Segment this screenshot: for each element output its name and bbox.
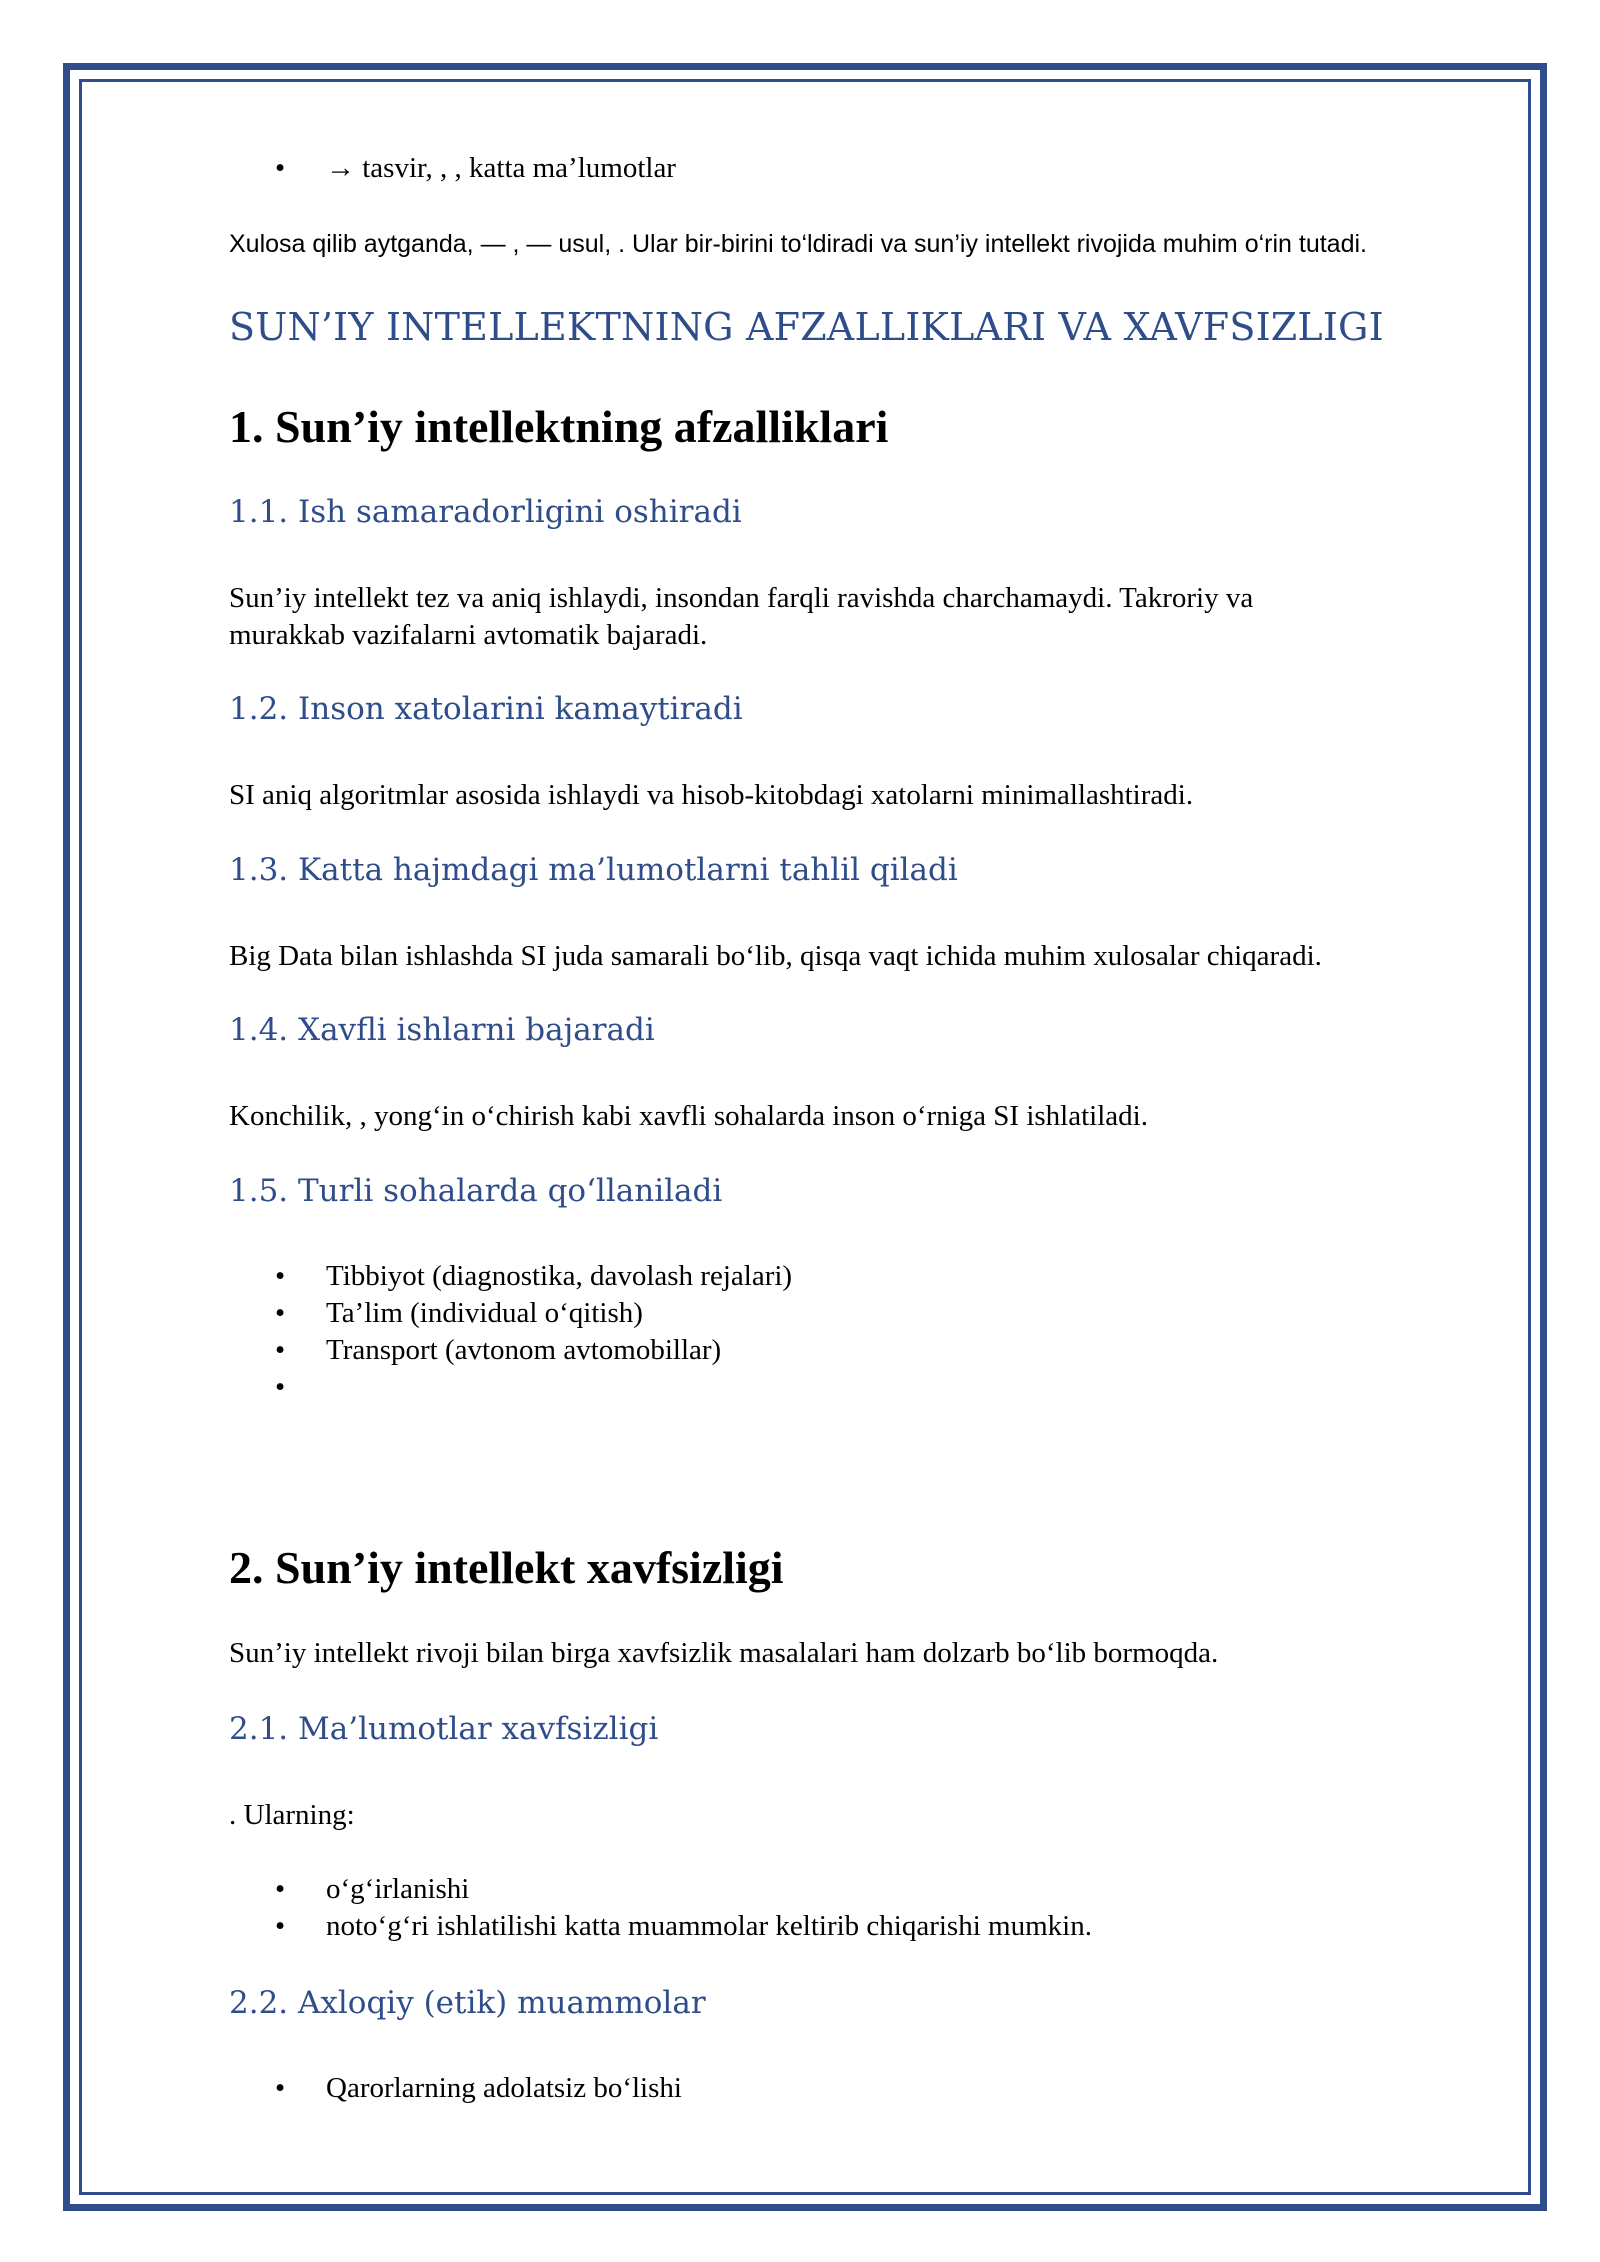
list-item-label: noto‘g‘ri ishlatilishi katta muammolar keltirib chiqarishi mumkin. (326, 1910, 1092, 1942)
list-item-text (326, 152, 676, 185)
document-title: SUN’IY INTELLEKTNING AFZALLIKLARI VA XAVFSIZLIGI (229, 305, 1384, 349)
bullet-icon: • (275, 1260, 286, 1292)
bullet-icon: • (275, 1910, 286, 1942)
subsection-heading-1-2: 1.2. Inson xatolarini kamaytiradi (229, 691, 743, 727)
list-item-label: Tibbiyot (diagnostika, davolash rejalari) (326, 1260, 793, 1292)
subsection-heading-1-4: 1.4. Xavfli ishlarni bajaradi (229, 1012, 655, 1048)
bullet-icon: • (275, 152, 286, 184)
list-item-label: o‘g‘irlanishi (326, 1873, 470, 1905)
list-item-label: Ta’lim (individual o‘qitish) (326, 1297, 643, 1329)
summary-paragraph: Xulosa qilib aytganda, — , — usul, . Ular bir-birini to‘ldiradi va sun’iy intellekt rivojida muhim o‘rin tutadi. (229, 230, 1367, 258)
bullet-icon: • (275, 1371, 286, 1403)
list-item-label: Qarorlarning adolatsiz bo‘lishi (326, 2072, 682, 2104)
subsection-heading-1-3: 1.3. Katta hajmdagi ma’lumotlarni tahlil qiladi (229, 852, 958, 888)
bullet-icon: • (275, 1334, 286, 1366)
paragraph-1-2: SI aniq algoritmlar asosida ishlaydi va hisob-kitobdagi xatolarni minimallashtiradi. (229, 779, 1194, 811)
bullet-icon: • (275, 1873, 286, 1905)
subsection-heading-2-2: 2.2. Axloqiy (etik) muammolar (229, 1985, 706, 2021)
arrow-icon: → (326, 152, 355, 184)
page-border-inner (79, 79, 1531, 2195)
paragraph-line: murakkab vazifalarni avtomatik bajaradi. (229, 619, 708, 651)
section-heading-1: 1. Sun’iy intellektning afzalliklari (229, 401, 889, 452)
paragraph-2-intro: Sun’iy intellekt rivoji bilan birga xavfsizlik masalalari ham dolzarb bo‘lib bormoqda. (229, 1637, 1219, 1669)
subsection-heading-1-1: 1.1. Ish samaradorligini oshiradi (229, 494, 742, 530)
list-item-label: Transport (avtonom avtomobillar) (326, 1334, 722, 1366)
subsection-heading-1-5: 1.5. Turli sohalarda qo‘llaniladi (229, 1173, 723, 1209)
paragraph-2-1: . Ularning: (229, 1799, 355, 1831)
paragraph-1-4: Konchilik, , yong‘in o‘chirish kabi xavfli sohalarda inson o‘rniga SI ishlatiladi. (229, 1100, 1148, 1132)
section-heading-2: 2. Sun’iy intellekt xavfsizligi (229, 1542, 784, 1593)
paragraph-1-1 (229, 580, 1509, 654)
paragraph-1-3: Big Data bilan ishlashda SI juda samarali bo‘lib, qisqa vaqt ichida muhim xulosalar chiqaradi. (229, 940, 1322, 972)
subsection-heading-2-1: 2.1. Ma’lumotlar xavfsizligi (229, 1711, 659, 1747)
paragraph-line: Sun’iy intellekt tez va aniq ishlaydi, insondan farqli ravishda charchamaydi. Takroriy va (229, 582, 1254, 614)
bullet-icon: • (275, 1297, 286, 1329)
bullet-icon: • (275, 2072, 286, 2104)
list-item-label: tasvir, , , katta ma’lumotlar (362, 152, 676, 184)
